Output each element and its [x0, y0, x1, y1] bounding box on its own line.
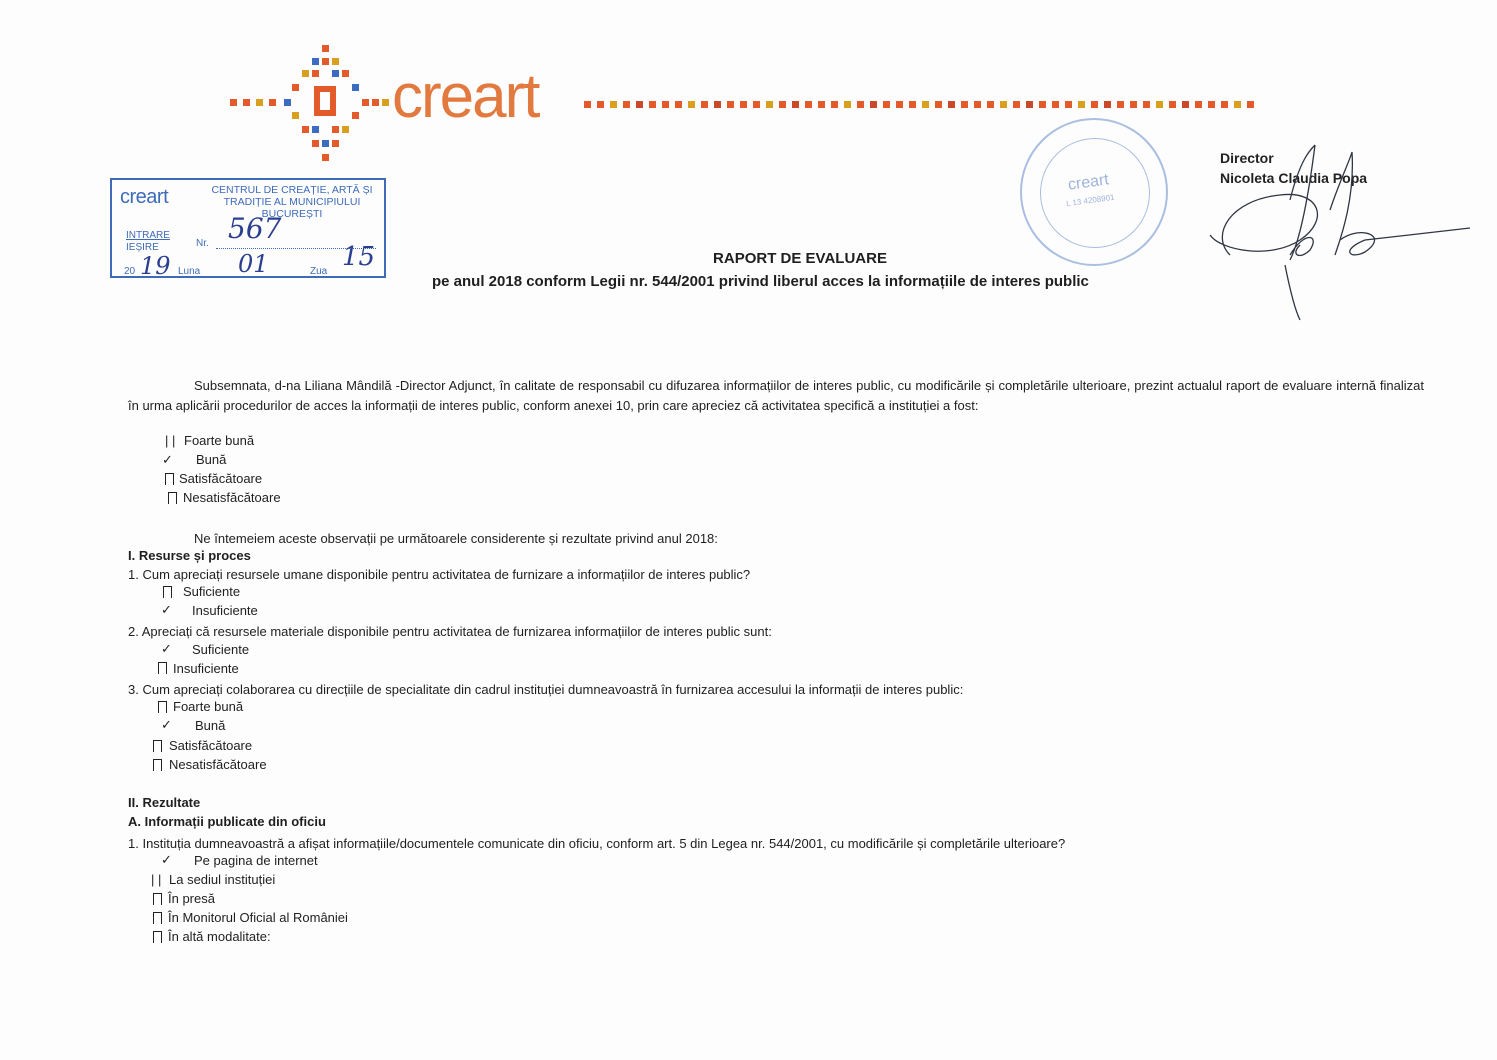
checkbox-empty-icon	[153, 740, 162, 752]
checkbox-empty-icon	[153, 893, 162, 905]
institution-seal	[1020, 118, 1168, 266]
checkbox-empty-icon	[163, 586, 172, 598]
stamp-month: 01	[238, 250, 269, 278]
stamp-nr-label: Nr.	[196, 238, 209, 249]
stamp-iesire: IEȘIRE	[126, 242, 159, 253]
rating-option: Nesatisfăcătoare	[183, 490, 281, 505]
question-2a-1: 1. Instituția dumneavoastră a afișat informațiile/documentele comunicate din oficiu, conform art. 5 din Legea nr. 544/2001, cu modificările și completările ulterioare?	[128, 836, 1066, 851]
stamp-year-prefix: 20	[124, 266, 136, 277]
question-1-3: 3. Cum apreciați colaborarea cu direcțiile de specialitate din cadrul instituției dumneavoastră în furnizarea accesului la informații de interes public:	[128, 682, 964, 697]
answer-option: În altă modalitate:	[168, 929, 271, 944]
question-1-1: 1. Cum apreciați resursele umane disponibile pentru activitatea de furnizare a informațiilor de interes public?	[128, 567, 751, 582]
answer-option: Suficiente	[192, 642, 250, 657]
director-signature	[1190, 140, 1490, 330]
stamp-number: 567	[228, 212, 282, 245]
intro-paragraph: Subsemnata, d-na Liliana Mândilă -Director Adjunct, în calitate de responsabil cu difuzarea informațiilor de interes public, cu modificările și completările ulterioare, prezint actualul raport de evaluare internă finalizat în urma aplicării procedurilor de acces la informații de interes public, conform anexei 10, prin care apreciez că activitatea specifică a instituției a fost:	[128, 378, 1424, 413]
checkbox-empty-icon	[165, 473, 174, 485]
stamp-intrare: INTRARE	[126, 230, 170, 241]
answer-option: Insuficiente	[192, 603, 258, 618]
answer-option: În Monitorul Oficial al României	[168, 910, 348, 925]
director-role: Director	[1220, 150, 1274, 166]
checkmark-icon: ✓	[161, 717, 172, 732]
checkmark-icon: ✓	[162, 452, 173, 467]
checkbox-empty-icon	[153, 912, 162, 924]
stamp-day: 15	[342, 242, 376, 272]
checkbox-empty-icon	[153, 759, 162, 771]
report-title: RAPORT DE EVALUARE	[713, 250, 887, 267]
answer-option: Satisfăcătoare	[169, 738, 253, 753]
grounds-statement: Ne întemeiem aceste observații pe următoarele considerente și rezultate privind anul 2018:	[194, 531, 718, 546]
section-1-heading: I. Resurse și proces	[128, 548, 251, 563]
rating-option: Foarte bună	[184, 433, 255, 448]
seal-number: L 13 4208901	[1065, 192, 1116, 209]
rating-option: Bună	[196, 452, 227, 467]
checkbox-empty-icon	[158, 662, 167, 674]
section-2a-heading: A. Informații publicate din oficiu	[128, 814, 326, 829]
answer-option: În presă	[168, 891, 215, 906]
checkmark-icon: ✓	[161, 602, 172, 617]
answer-option: Pe pagina de internet	[194, 853, 318, 868]
checkmark-icon: ✓	[161, 852, 172, 867]
mark-bar: | |	[151, 872, 162, 887]
question-1-2: 2. Apreciați că resursele materiale disponibile pentru activitatea de furnizarea informațiilor de interes public sunt:	[128, 624, 772, 639]
rating-option: Satisfăcătoare	[179, 471, 263, 486]
answer-option: Suficiente	[183, 584, 241, 599]
director-name: Nicoleta Claudia Popa	[1220, 170, 1368, 186]
stamp-logo: creart	[120, 186, 169, 208]
checkbox-empty-icon	[153, 931, 162, 943]
checkbox-empty-icon	[168, 492, 177, 504]
logo-wordmark: creart	[392, 62, 539, 131]
answer-option: Foarte bună	[173, 699, 244, 714]
answer-option: La sediul instituției	[169, 872, 276, 887]
stamp-luna-label: Luna	[178, 266, 201, 277]
stamp-organization: CENTRUL DE CREAȚIE, ARTĂ ȘI TRADIȚIE AL MUNICIPIULUI BUCUREȘTI	[211, 184, 373, 220]
mark-bar: | |	[165, 433, 176, 448]
answer-option: Insuficiente	[173, 661, 239, 676]
answer-option: Nesatisfăcătoare	[169, 757, 267, 772]
checkbox-empty-icon	[158, 701, 167, 713]
report-subtitle: pe anul 2018 conform Legii nr. 544/2001 privind liberul acces la informațiile de interes public	[432, 273, 1089, 290]
stamp-year: 19	[140, 252, 171, 280]
section-2-heading: II. Rezultate	[128, 795, 201, 810]
stamp-zua-label: Zua	[310, 266, 328, 277]
answer-option: Bună	[195, 718, 226, 733]
checkmark-icon: ✓	[161, 641, 172, 656]
seal-logo: creart	[1066, 171, 1110, 194]
